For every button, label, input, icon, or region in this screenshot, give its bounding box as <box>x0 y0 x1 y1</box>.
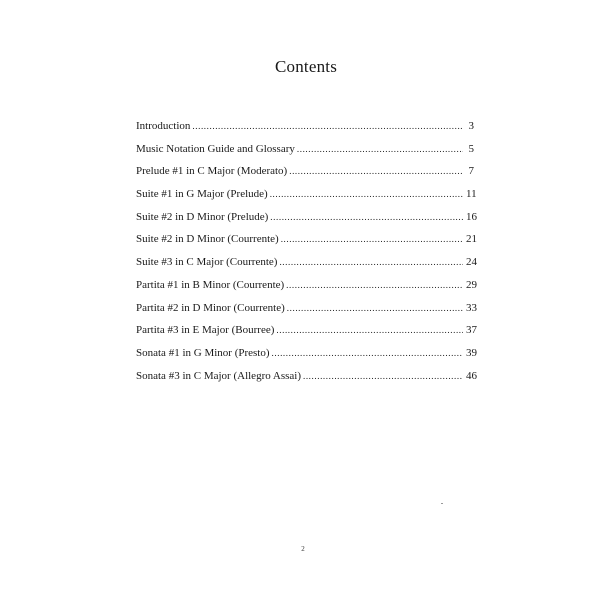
dot-leader <box>279 254 463 270</box>
toc-entry <box>136 277 477 300</box>
toc-entry-title: Partita #2 in D Minor (Courrente) <box>136 301 285 314</box>
dot-leader <box>272 345 463 361</box>
toc-entry-page: 39 <box>466 346 477 359</box>
contents-title: Contents <box>274 57 338 76</box>
dot-leader <box>270 186 463 202</box>
paper-speck <box>441 503 443 504</box>
toc-entry-page: 29 <box>466 278 477 291</box>
dot-leader <box>192 118 463 134</box>
toc-entry-title: Suite #1 in G Major (Prelude) <box>136 188 268 201</box>
toc-entry-title: Suite #2 in D Minor (Prelude) <box>136 210 269 223</box>
toc-entry <box>136 300 477 323</box>
dot-leader <box>303 368 463 384</box>
toc-entry <box>136 118 474 141</box>
dot-leader <box>276 322 463 338</box>
toc-entry-page: 46 <box>466 369 477 382</box>
page-number: 2 <box>301 545 305 553</box>
dot-leader <box>289 163 463 179</box>
toc-entry-page: 16 <box>466 210 477 223</box>
toc-entry <box>136 141 474 164</box>
toc-entry <box>136 254 477 277</box>
toc-entry-title: Introduction <box>136 120 191 132</box>
dot-leader <box>270 209 463 225</box>
toc-entry-page: 24 <box>466 256 477 269</box>
dot-leader <box>281 231 463 247</box>
toc-entry <box>136 345 477 368</box>
toc-entry-title: Partita #1 in B Minor (Courrente) <box>136 278 285 291</box>
toc-entry-title: Suite #3 in C Major (Courrente) <box>136 256 278 269</box>
toc-entry-page: 7 <box>468 165 474 178</box>
toc-entry-page: 5 <box>468 142 474 155</box>
toc-entry-page: 37 <box>466 324 477 337</box>
dot-leader <box>297 141 463 157</box>
toc-entry-title: Sonata #1 in G Minor (Presto) <box>136 346 270 359</box>
dot-leader <box>287 300 463 316</box>
toc-entry <box>136 209 477 232</box>
toc-entry-title: Suite #2 in D Minor (Courrente) <box>136 233 279 246</box>
toc-entry-page: 21 <box>466 233 477 246</box>
toc-entry <box>136 322 477 345</box>
table-of-contents <box>136 118 477 390</box>
toc-entry-title: Music Notation Guide and Glossary <box>136 142 295 155</box>
toc-entry <box>136 186 477 209</box>
toc-entry <box>136 231 477 254</box>
dot-leader <box>286 277 463 293</box>
toc-entry <box>136 368 477 391</box>
toc-entry-title: Partita #3 in E Major (Bourree) <box>136 324 275 337</box>
toc-entry-title: Prelude #1 in C Major (Moderato) <box>136 165 288 178</box>
toc-entry-title: Sonata #3 in C Major (Allegro Assai) <box>136 369 301 382</box>
toc-entry <box>136 163 474 186</box>
toc-entry-page: 3 <box>468 120 474 132</box>
toc-entry-page: 33 <box>466 301 477 314</box>
toc-entry-page: 11 <box>466 188 477 201</box>
